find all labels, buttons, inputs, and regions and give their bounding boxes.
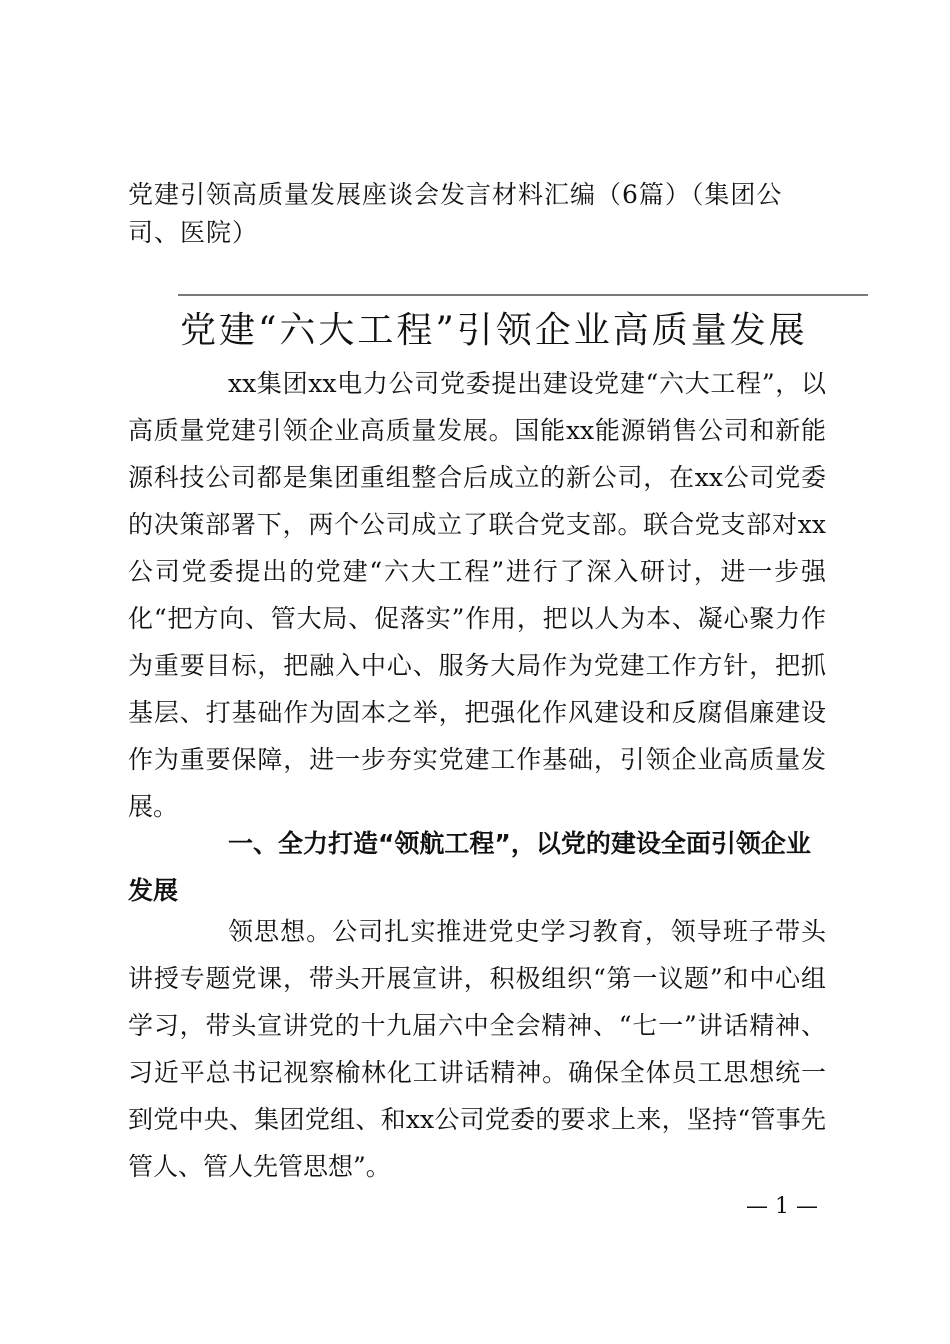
- title-divider: [178, 294, 868, 296]
- intro-paragraph: xx集团xx电力公司党委提出建设党建“六大工程”，以高质量党建引领企业高质量发展。国能xx能源销售公司和新能源科技公司都是集团重组整合后成立的新公司，在xx公司党委的决策部署下，两个公司成立了联合党支部。联合党支部对xx公司党委提出的党建“六大工程”进行了深入研讨，进一步强化“把方向、管大局、促落实”作用，把以人为本、凝心聚力作为重要目标，把融入中心、服务大局作为党建工作方针，把抓基层、打基础作为固本之举，把强化作风建设和反腐倡廉建设作为重要保障，进一步夯实党建工作基础，引领企业高质量发展。: [128, 369, 826, 821]
- document-header-title: 党建引领高质量发展座谈会发言材料汇编（6篇）（集团公司、医院）: [128, 180, 783, 247]
- section-heading: 一、全力打造“领航工程”，以党的建设全面引领企业发展: [128, 829, 811, 905]
- page-number: — 1 —: [746, 1194, 818, 1219]
- section-paragraph: 领思想。公司扎实推进党史学习教育，领导班子带头讲授专题党课，带头开展宣讲，积极组织“第一议题”和中心组学习，带头宣讲党的十九届六中全会精神、“七一”讲话精神、习近平总书记视察榆林化工讲话精神。确保全体员工思想统一到党中央、集团党组、和xx公司党委的要求上来，坚持“管事先管人、管人先管思想”。: [128, 917, 826, 1181]
- article-title: 党建“六大工程”引领企业高质量发展: [180, 310, 808, 351]
